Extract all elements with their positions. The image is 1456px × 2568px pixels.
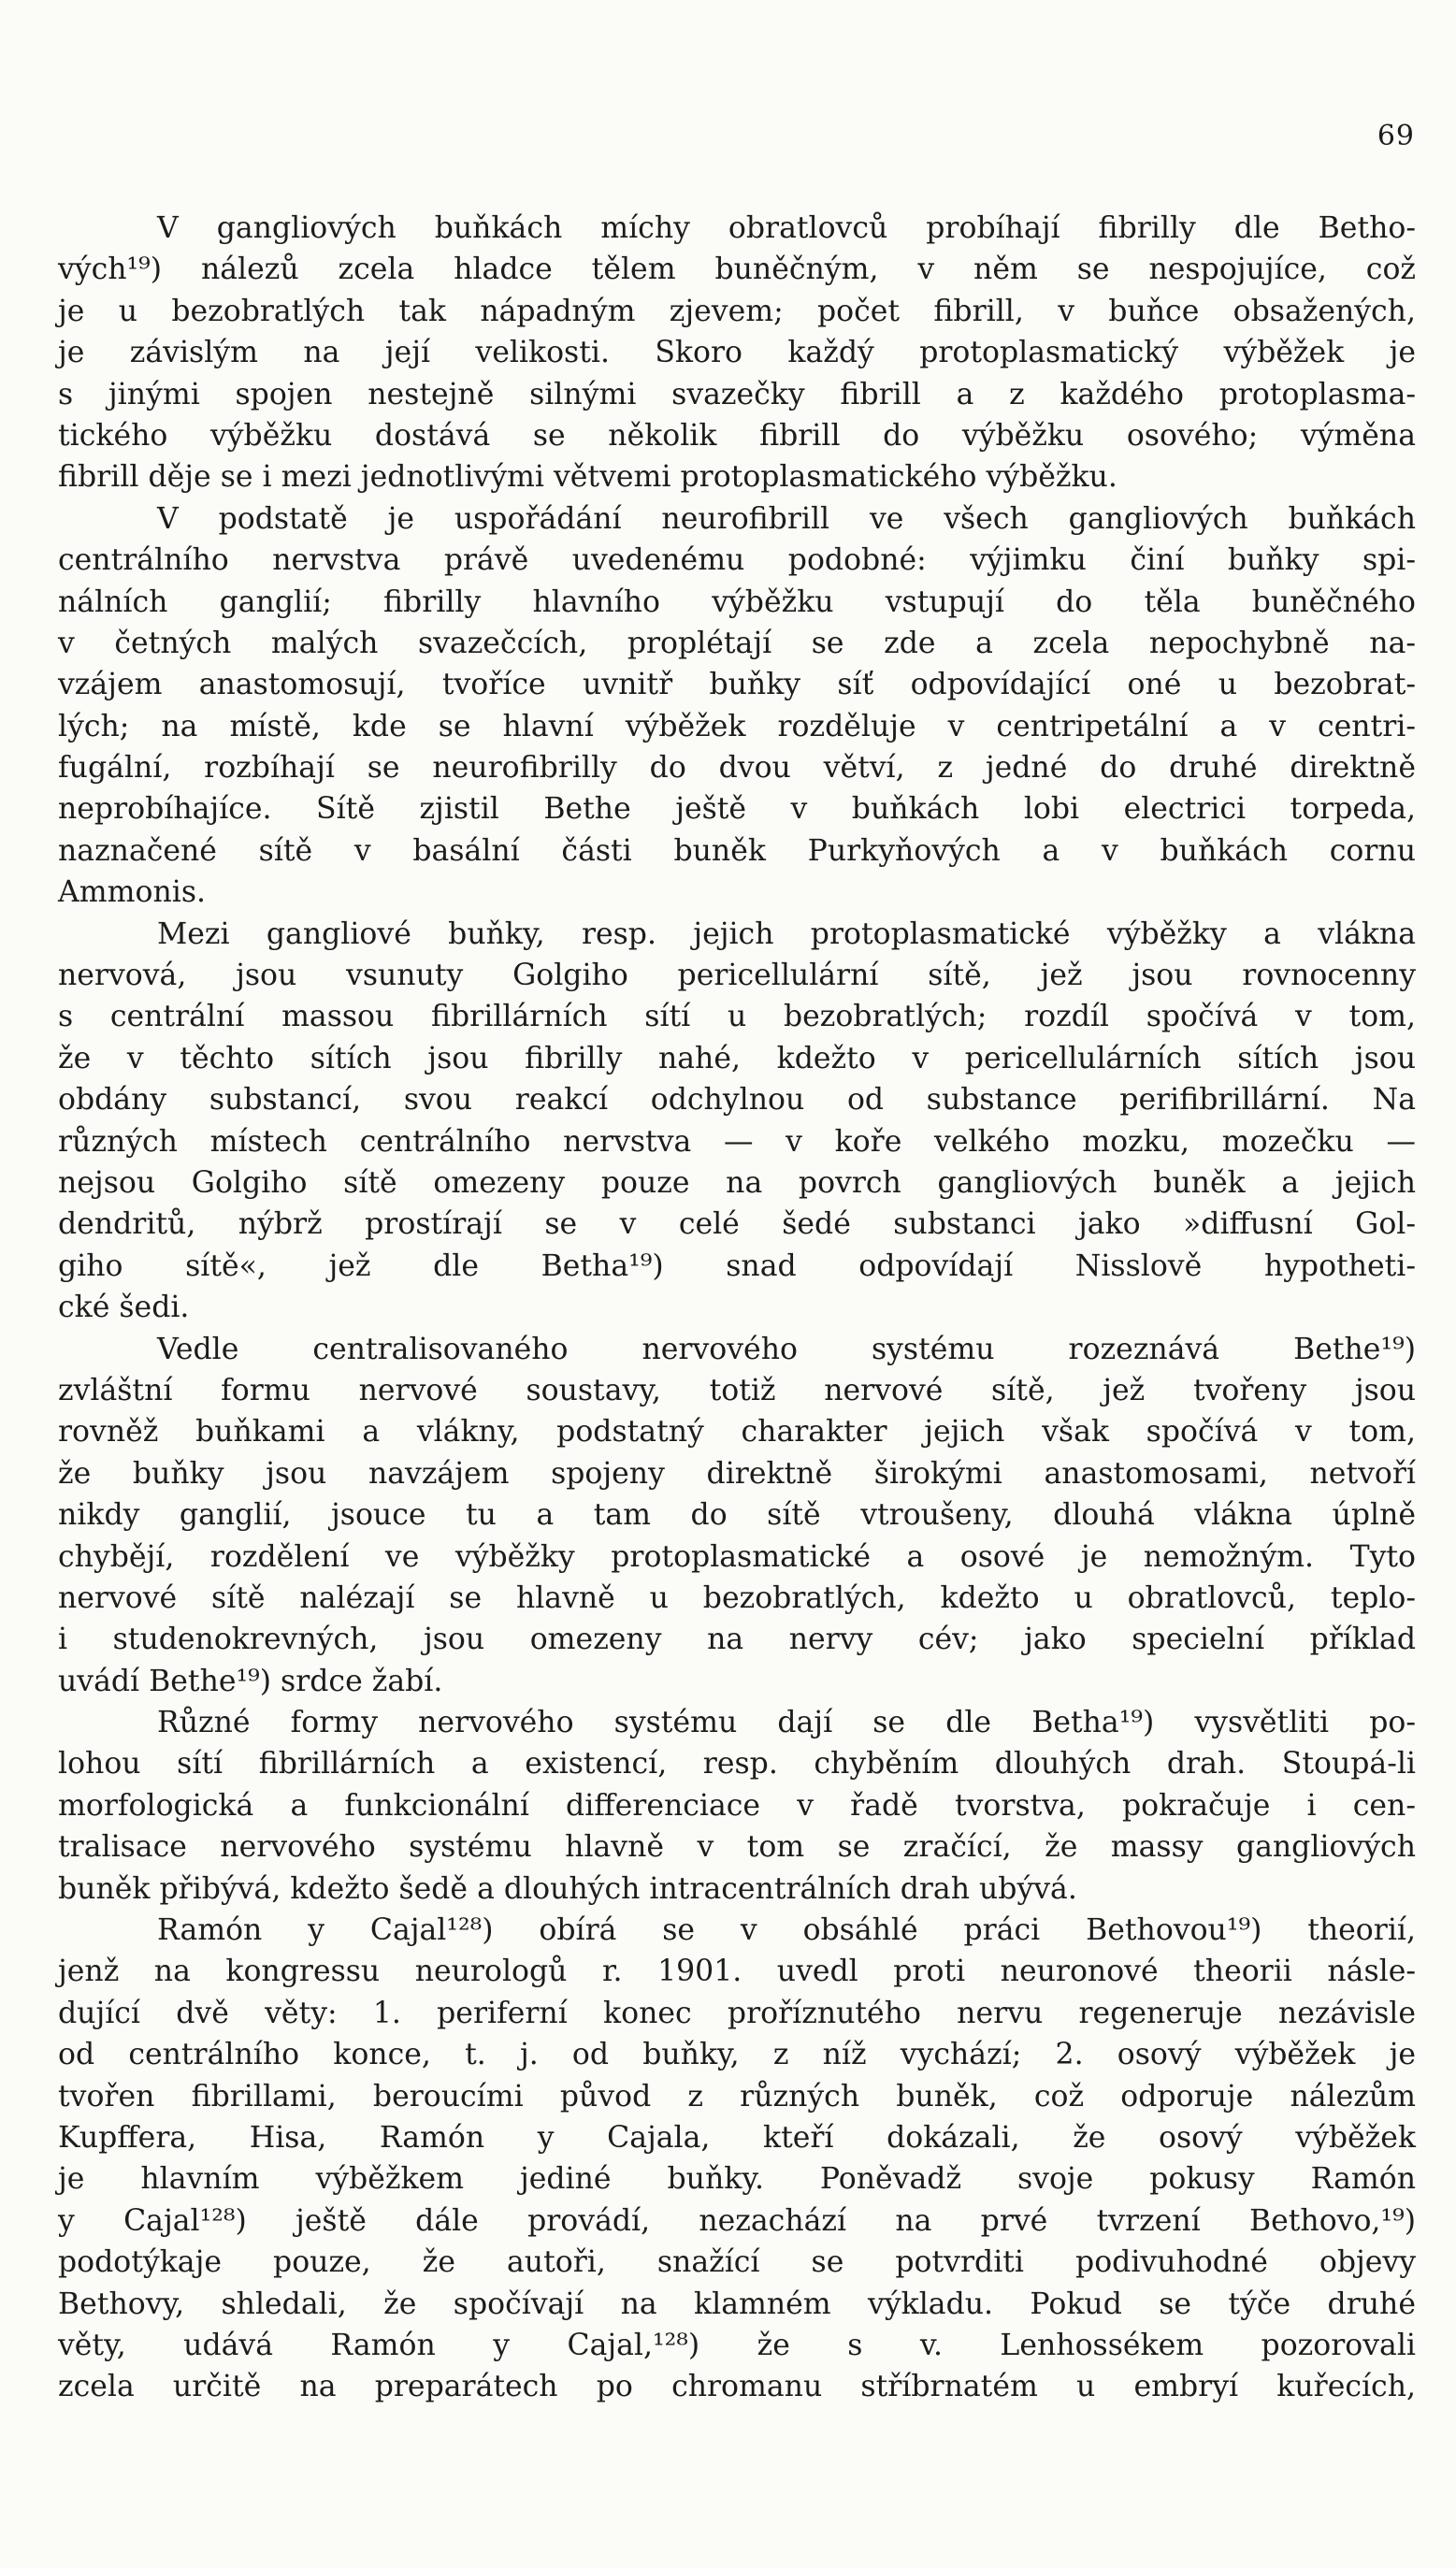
text-line: od centrálního konce, t. j. od buňky, z níž vychází; 2. osový výběžek je: [58, 2038, 1416, 2072]
page-number: 69: [1377, 120, 1415, 152]
text-line: fugální, rozbíhají se neurofibrilly do dvou větví, z jedné do druhé direktně: [58, 751, 1416, 786]
text-line: nervová, jsou vsunuty Golgiho pericellulární sítě, jež jsou rovnocenny: [58, 959, 1416, 993]
text-line: s jinými spojen nestejně silnými svazečky fibrill a z každého protoplasma-: [58, 377, 1416, 411]
text-line: neprobíhajíce. Sítě zjistil Bethe ještě v buňkách lobi electrici torpeda,: [58, 792, 1416, 827]
text-line: cké šedi.: [58, 1291, 190, 1325]
text-line: nervové sítě nalézají se hlavně u bezobratlých, kdežto u obratlovců, teplo-: [58, 1580, 1416, 1615]
text-line: lých; na místě, kde se hlavní výběžek rozděluje v centripetální a v centri-: [58, 709, 1416, 743]
text-line: obdány substancí, svou reakcí odchylnou od substance perifibrillární. Na: [58, 1083, 1416, 1118]
text-line: nejsou Golgiho sítě omezeny pouze na povrch gangliových buněk a jejich: [58, 1165, 1416, 1200]
text-line: dující dvě věty: 1. periferní konec proříznutého nervu regeneruje nezávisle: [58, 1996, 1416, 2030]
text-line: zcela určitě na preparátech po chromanu stříbrnatém u embryí kuřecích,: [58, 2370, 1416, 2404]
text-line: Ammonis.: [58, 875, 206, 910]
text-line: buněk přibývá, kdežto šedě a dlouhých intracentrálních drah ubývá.: [58, 1871, 1077, 1906]
text-line: podotýkaje pouze, že autoři, snažící se potvrditi podivuhodné objevy: [58, 2245, 1416, 2280]
text-line: tického výběžku dostává se několik fibrill do výběžku osového; výměna: [58, 418, 1416, 453]
text-line: že buňky jsou navzájem spojeny direktně širokými anastomosami, netvoří: [58, 1456, 1416, 1491]
text-line: nikdy ganglií, jsouce tu a tam do sítě vtroušeny, dlouhá vlákna úplně: [58, 1498, 1416, 1533]
text-line: V podstatě je uspořádání neurofibrill ve všech gangliových buňkách: [157, 501, 1416, 536]
text-line: je u bezobratlých tak nápadným zjevem; počet fibrill, v buňce obsažených,: [58, 294, 1416, 328]
text-line: Mezi gangliové buňky, resp. jejich protoplasmatické výběžky a vlákna: [157, 916, 1416, 951]
text-line: věty, udává Ramón y Cajal,¹²⁸) že s v. Lenhossékem pozorovali: [58, 2328, 1416, 2362]
text-line: Různé formy nervového systému dají se dle Betha¹⁹) vysvětliti po-: [157, 1706, 1416, 1740]
body-text: [58, 208, 1416, 2408]
text-line: morfologická a funkcionální differenciace v řadě tvorstva, pokračuje i cen-: [58, 1788, 1416, 1823]
text-line: lohou sítí fibrillárních a existencí, resp. chyběním dlouhých drah. Stoupá-li: [58, 1747, 1416, 1782]
text-line: V gangliových buňkách míchy obratlovců probíhají fibrilly dle Betho-: [157, 211, 1416, 245]
text-line: různých místech centrálního nervstva — v koře velkého mozku, mozečku —: [58, 1124, 1416, 1159]
text-line: nálních ganglií; fibrilly hlavního výběžku vstupují do těla buněčného: [58, 584, 1416, 619]
text-line: Ramón y Cajal¹²⁸) obírá se v obsáhlé práci Bethovou¹⁹) theorií,: [157, 1913, 1416, 1948]
text-line: fibrill děje se i mezi jednotlivými větvemi protoplasmatického výběžku.: [58, 460, 1117, 495]
text-line: chybějí, rozdělení ve výběžky protoplasmatické a osové je nemožným. Tyto: [58, 1539, 1416, 1574]
text-line: zvláštní formu nervové soustavy, totiž nervové sítě, jež tvořeny jsou: [58, 1373, 1416, 1407]
text-line: že v těchto sítích jsou fibrilly nahé, kdežto v pericellulárních sítích jsou: [58, 1041, 1416, 1075]
text-line: jenž na kongressu neurologů r. 1901. uvedl proti neuronové theorii násle-: [58, 1955, 1416, 1989]
text-line: giho sítě«, jež dle Betha¹⁹) snad odpovídají Nisslově hypotheti-: [58, 1248, 1416, 1283]
text-line: dendritů, nýbrž prostírají se v celé šedé substanci jako »diffusní Gol-: [58, 1207, 1416, 1242]
text-line: s centrální massou fibrillárních sítí u bezobratlých; rozdíl spočívá v tom,: [58, 1000, 1416, 1034]
text-line: Vedle centralisovaného nervového systému rozeznává Bethe¹⁹): [157, 1332, 1416, 1366]
text-line: v četných malých svazečcích, proplétají se zde a zcela nepochybně na-: [58, 626, 1416, 660]
text-line: centrálního nervstva právě uvedenému podobné: výjimku činí buňky spi-: [58, 543, 1416, 578]
text-line: tvořen fibrillami, beroucími původ z různých buněk, což odporuje nálezům: [58, 2079, 1416, 2114]
text-line: je závislým na její velikosti. Skoro každý protoplasmatický výběžek je: [58, 336, 1416, 370]
text-line: y Cajal¹²⁸) ještě dále provádí, nezachází na prvé tvrzení Bethovo,¹⁹): [58, 2203, 1416, 2238]
text-line: rovněž buňkami a vlákny, podstatný charakter jejich však spočívá v tom,: [58, 1415, 1416, 1450]
text-line: i studenokrevných, jsou omezeny na nervy cév; jako specielní příklad: [58, 1623, 1416, 1657]
text-line: je hlavním výběžkem jediné buňky. Poněvadž svoje pokusy Ramón: [58, 2162, 1416, 2197]
text-line: vzájem anastomosují, tvoříce uvnitř buňky síť odpovídající oné u bezobrat-: [58, 668, 1416, 702]
text-line: vých¹⁹) nálezů zcela hladce tělem buněčným, v něm se nespojujíce, což: [58, 252, 1416, 287]
text-line: naznačené sítě v basální části buněk Purkyňových a v buňkách cornu: [58, 833, 1416, 868]
text-line: uvádí Bethe¹⁹) srdce žabí.: [58, 1664, 443, 1698]
text-line: tralisace nervového systému hlavně v tom se zračící, že massy gangliových: [58, 1830, 1416, 1865]
text-line: Bethovy, shledali, že spočívají na klamném výkladu. Pokud se týče druhé: [58, 2287, 1416, 2321]
text-line: Kupffera, Hisa, Ramón y Cajala, kteří dokázali, že osový výběžek: [58, 2120, 1416, 2155]
